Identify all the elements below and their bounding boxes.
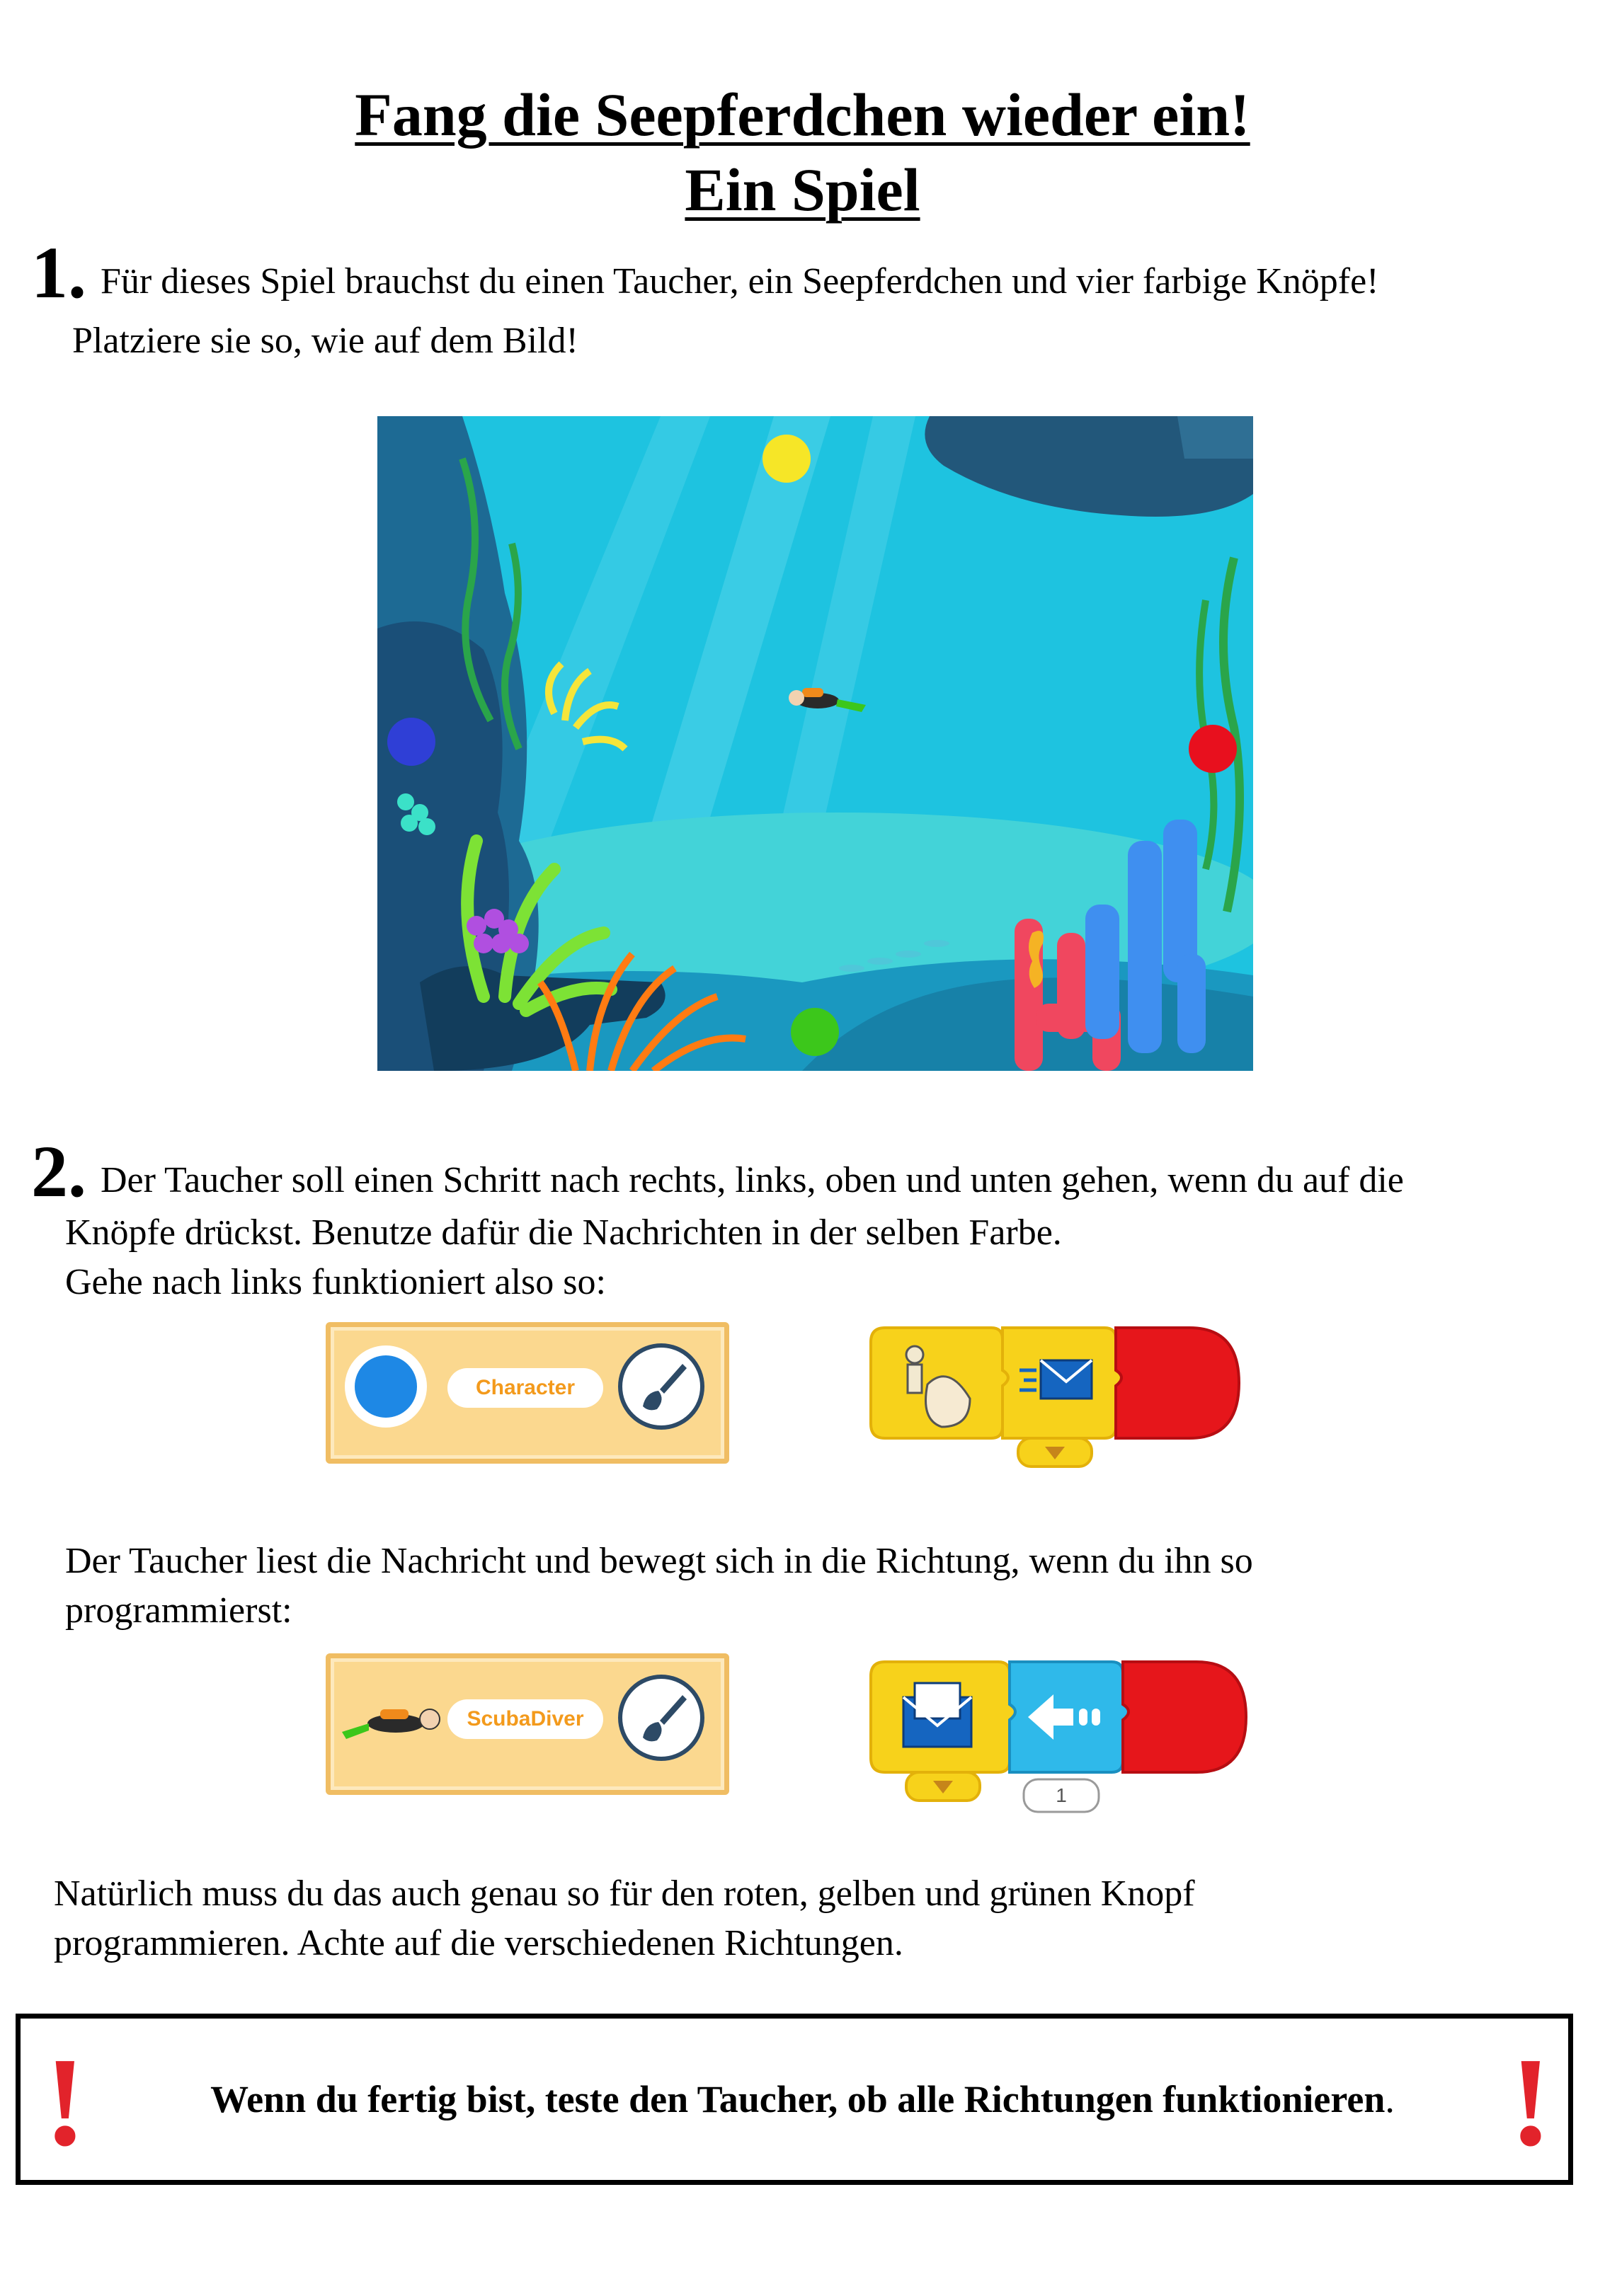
paintbrush-icon[interactable] <box>617 1674 705 1762</box>
warning-text <box>0 2077 1605 2121</box>
blue-button-sprite <box>387 718 435 766</box>
para-3-line2: programmierst: <box>65 1590 292 1631</box>
send-message-script <box>864 1321 1246 1469</box>
end-block <box>1116 1328 1239 1438</box>
step-2-number: 2. <box>31 1131 86 1212</box>
warning-exclamation-left-icon: ! <box>44 2031 86 2172</box>
scubadiver-sprite-card <box>326 1653 729 1795</box>
steps-value: 1 <box>1056 1784 1067 1806</box>
warning-text-bold: Wenn du fertig bist, teste den Taucher, ob alle Richtungen funktionieren <box>210 2078 1386 2120</box>
step-2-text-line1: Der Taucher soll einen Schritt nach rechts, links, oben und unten gehen, wenn du auf die <box>101 1160 1404 1200</box>
step-2-text-line3: Gehe nach links funktioniert also so: <box>65 1262 606 1302</box>
warning-exclamation-right-icon: ! <box>1509 2031 1552 2172</box>
red-button-sprite <box>1189 725 1237 773</box>
on-message-trigger-block <box>871 1662 1015 1801</box>
scubadiver-name-label: ScubaDiver <box>447 1699 603 1739</box>
blue-circle-icon <box>343 1344 428 1429</box>
step-1-text-line2: Platziere sie so, wie auf dem Bild! <box>72 321 578 361</box>
move-left-block <box>1010 1662 1129 1772</box>
page-subtitle: Ein Spiel <box>685 156 920 224</box>
underwater-scene-image <box>377 416 1253 1071</box>
step-2-text-line2: Knöpfe drückst. Benutze dafür die Nachrichten in der selben Farbe. <box>65 1212 1062 1253</box>
step-1-number: 1. <box>31 232 86 314</box>
underwater-scene-illustration <box>377 416 1253 1071</box>
send-message-block <box>1003 1328 1121 1466</box>
end-block <box>1123 1662 1246 1772</box>
para-4-line2: programmieren. Achte auf die verschiedenen Richtungen. <box>54 1923 903 1963</box>
page-title: Fang die Seepferdchen wieder ein! <box>355 81 1250 149</box>
character-name-label: Character <box>447 1368 603 1408</box>
step-1-text-line1: Für dieses Spiel brauchst du einen Taucher, ein Seepferdchen und vier farbige Knöpfe! <box>101 261 1379 302</box>
tap-trigger-block <box>871 1328 1008 1438</box>
green-button-sprite <box>791 1008 839 1056</box>
para-3-line1: Der Taucher liest die Nachricht und bewegt sich in die Richtung, wenn du ihn so <box>65 1541 1253 1581</box>
paintbrush-icon[interactable] <box>617 1343 705 1430</box>
receive-message-script <box>864 1655 1260 1825</box>
yellow-button-sprite <box>762 435 811 483</box>
para-4-line1: Natürlich muss du das auch genau so für den roten, gelben und grünen Knopf <box>54 1873 1195 1914</box>
scuba-diver-icon <box>339 1694 445 1750</box>
character-sprite-card <box>326 1322 729 1464</box>
warning-period: . <box>1385 2078 1395 2120</box>
